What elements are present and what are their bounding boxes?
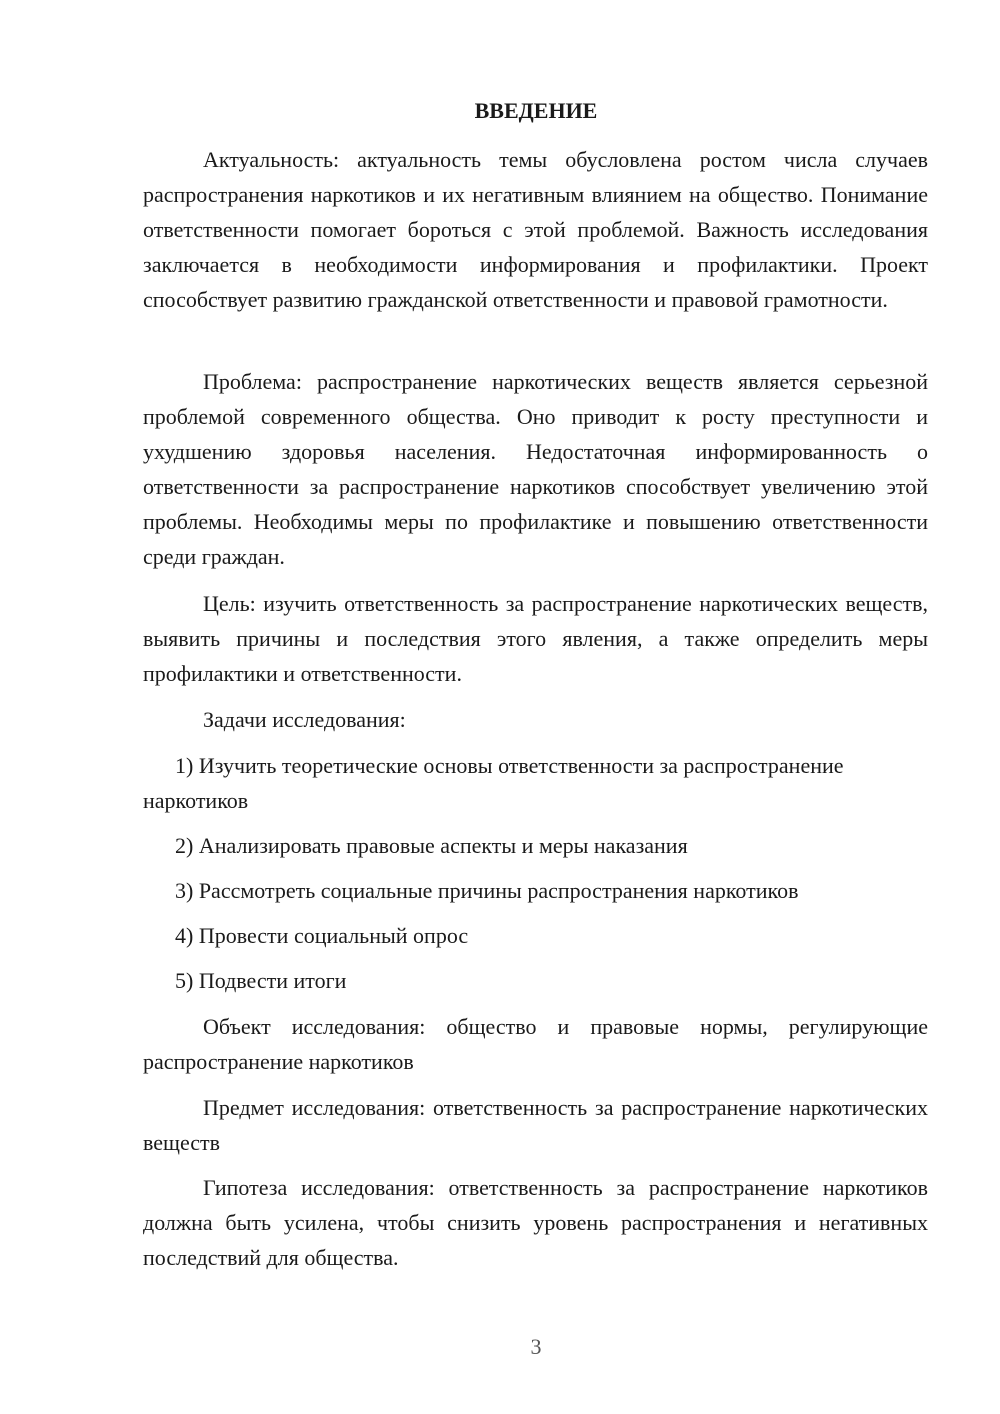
hypothesis-paragraph: Гипотеза исследования: ответственность за распространение наркотиков должна быть усилена, чтобы снизить уровень распространения и негативных последствий для общества. [143,1175,928,1270]
task-item-2: 2) Анализировать правовые аспекты и меры наказания [175,833,688,858]
goal-paragraph: Цель: изучить ответственность за распространение наркотических веществ, выявить причины и последствия этого явления, а также определить меры профилактики и ответственности. [143,591,928,686]
relevance-paragraph: Актуальность: актуальность темы обусловлена ростом числа случаев распространения наркотиков и их негативным влиянием на общество. Понимание ответственности помогает бороться с этой проблемой. Важность исследования заключается в необходимости информирования и профилактики. Проект способствует развитию гражданской ответственности и правовой грамотности. [143,147,928,312]
task-item-4: 4) Провести социальный опрос [175,923,469,948]
task-item-5: 5) Подвести итоги [175,968,347,993]
problem-paragraph: Проблема: распространение наркотических веществ является серьезной проблемой современного общества. Оно приводит к росту преступности и ухудшению здоровья населения. Недостаточная информированность о ответственности за распространение наркотиков способствует увеличению этой проблемы. Необходимы меры по профилактике и повышению ответственности среди граждан. [143,369,928,569]
task-item-3: 3) Рассмотреть социальные причины распространения наркотиков [175,878,799,903]
task-item-1: 1) Изучить теоретические основы ответственности за распространение наркотиков [143,753,844,813]
section-heading: ВВЕДЕНИЕ [474,98,598,123]
tasks-title: Задачи исследования: [203,707,406,732]
subject-paragraph: Предмет исследования: ответственность за распространение наркотических веществ [143,1095,928,1155]
object-paragraph: Объект исследования: общество и правовые нормы, регулирующие распространение наркотиков [143,1014,928,1074]
page-number: 3 [530,1334,542,1359]
